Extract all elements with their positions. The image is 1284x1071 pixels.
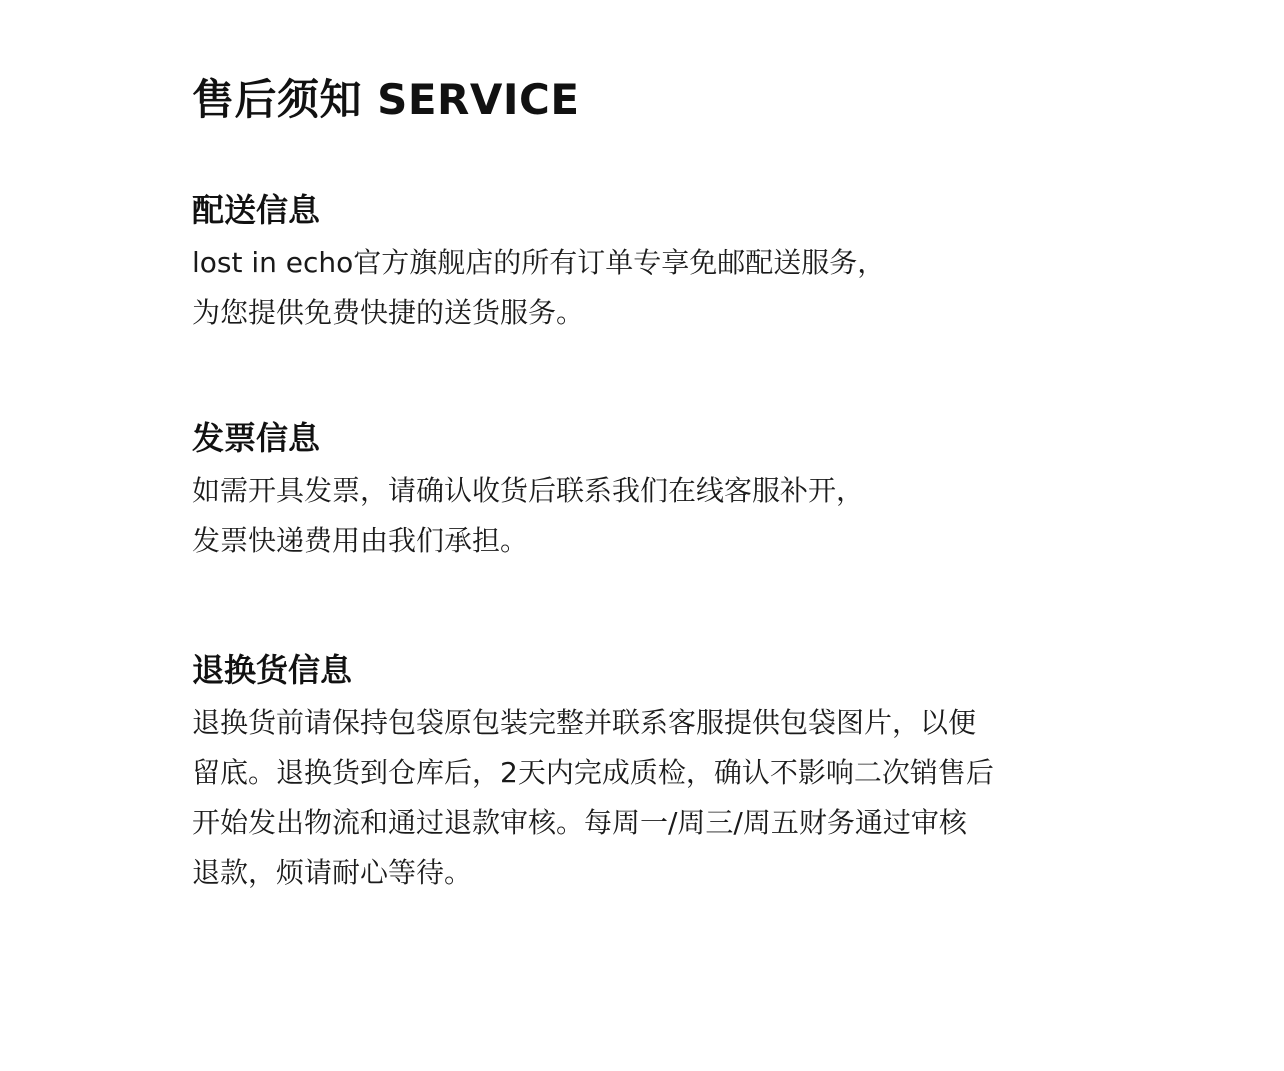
delivery-line-2: 为您提供免费快捷的送货服务。 — [192, 296, 585, 329]
returns-line-1: 退换货前请保持包袋原包装完整并联系客服提供包袋图片，以便 — [192, 706, 977, 739]
section-body-returns — [192, 698, 1112, 898]
returns-line-4: 退款，烦请耐心等待。 — [192, 856, 473, 889]
section-delivery-info — [192, 188, 1112, 338]
delivery-line-1: lost in echo官方旗舰店的所有订单专享免邮配送服务， — [192, 246, 886, 279]
invoice-line-2: 发票快递费用由我们承担。 — [192, 524, 529, 557]
section-invoice-info — [192, 416, 1112, 566]
section-body-delivery — [192, 238, 1112, 338]
section-heading-delivery: 配送信息 — [192, 191, 321, 229]
section-body-invoice — [192, 466, 1112, 566]
section-heading-invoice: 发票信息 — [192, 419, 321, 457]
returns-line-2: 留底。退换货到仓库后，2天内完成质检，确认不影响二次销售后 — [192, 756, 994, 789]
invoice-line-1: 如需开具发票，请确认收货后联系我们在线客服补开， — [192, 474, 865, 507]
returns-line-3: 开始发出物流和通过退款审核。每周一/周三/周五财务通过审核 — [192, 806, 967, 839]
section-returns-info — [192, 648, 1112, 898]
section-heading-returns: 退换货信息 — [192, 651, 353, 689]
page-title: 售后须知 SERVICE — [192, 75, 580, 124]
